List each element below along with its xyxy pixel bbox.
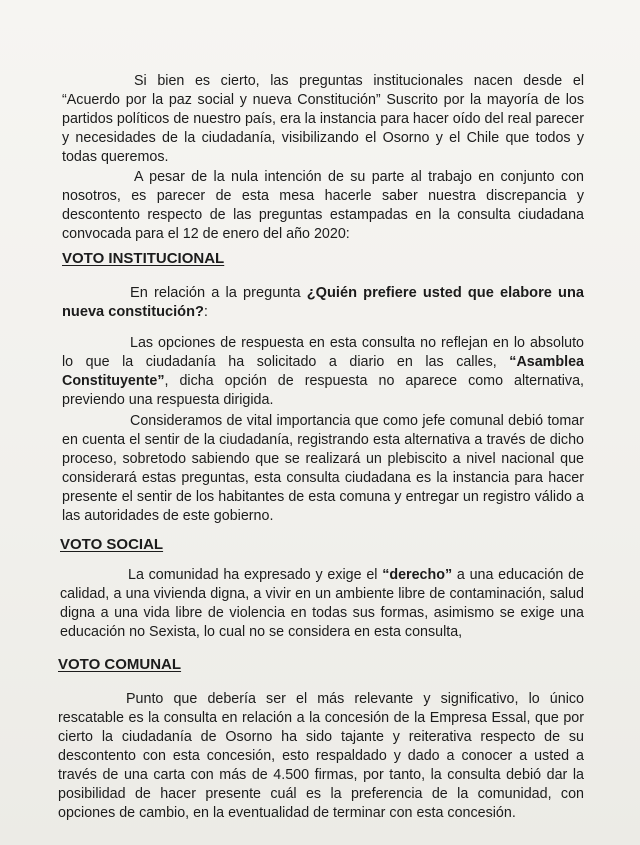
pregunta-bold: ¿Quién prefiere usted que elabore una nueva constitución?	[62, 285, 584, 320]
paragraph-essal: Punto que debería ser el más relevante y significativo, lo único rescatable es la consulta en relación a la concesión de la Empresa Essal, que por cierto la ciudadanía de Osorno ha sido tajante y reiterativa respecto de su descontento con esta concesión, esto respaldado y dado a conocer a usted a través de una carta con más de 4.500 firmas, por tanto, la consulta debió dar la posibilidad de hacer presente cuál es la preferencia de la comunidad, con opciones de cambio, en la eventualidad de terminar con esta concesión.	[58, 691, 584, 821]
paragraph-pregunta: En relación a la pregunta ¿Quién prefiere usted que elabore una nueva constitución?:	[62, 285, 584, 320]
paragraph-opciones: Las opciones de respuesta en esta consulta no reflejan en lo absoluto lo que la ciudadanía ha solicitado a diario en las calles, “Asamblea Constituyente”, dicha opción de respuesta no aparece como alternativa, previendo una respuesta dirigida.	[62, 335, 584, 408]
paragraph-derecho: La comunidad ha expresado y exige el “derecho” a una educación de calidad, a una vivienda digna, a vivir en un ambiente libre de contaminación, salud digna a una vida libre de violencia en todas sus formas, asimismo se exige una educación no Sexista, lo cual no se considera en esta consulta,	[60, 567, 584, 640]
paragraph-consideramos: Consideramos de vital importancia que como jefe comunal debió tomar en cuenta el sentir de la ciudadanía, registrando esta alternativa a través de dicho proceso, sobretodo sabiendo que se realizará un plebiscito a nivel nacional que considerará estas preguntas, esta consulta ciudadana es la instancia para hacer presente el sentir de los habitantes de esta comuna y entregar un registro válido a las autoridades de este gobierno.	[62, 413, 584, 524]
derecho-bold: “derecho”	[382, 567, 453, 583]
heading-voto-institucional: VOTO INSTITUCIONAL	[62, 250, 225, 267]
heading-voto-social: VOTO SOCIAL	[60, 536, 164, 553]
paragraph-discrepancia: A pesar de la nula intención de su parte al trabajo en conjunto con nosotros, es parecer de esta mesa hacerle saber nuestra discrepancia y descontento respecto de las preguntas estampadas en la consulta ciudadana convocada para el 12 de enero del año 2020:	[62, 169, 584, 242]
asamblea-bold: “Asamblea Constituyente”	[62, 354, 584, 389]
paragraph-acuerdo: Si bien es cierto, las preguntas institucionales nacen desde el “Acuerdo por la paz social y nueva Constitución” Suscrito por la mayoría de los partidos políticos de nuestro país, era la instancia para hacer oído del real parecer y necesidades de la ciudadanía, visibilizando el Osorno y el Chile que todos y todas queremos.	[62, 73, 584, 165]
heading-voto-comunal: VOTO COMUNAL	[58, 656, 182, 673]
